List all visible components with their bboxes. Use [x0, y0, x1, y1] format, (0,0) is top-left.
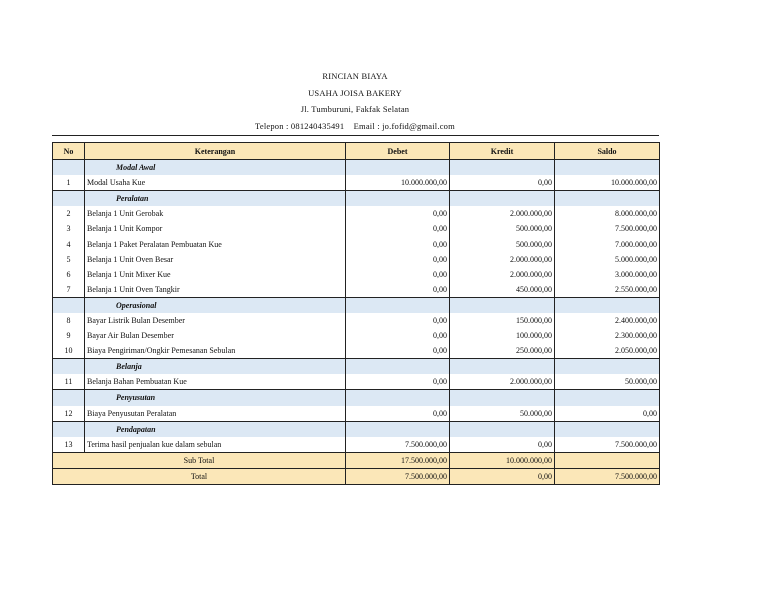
row-keterangan: Biaya Penyusutan Peralatan [85, 406, 346, 422]
row-debet: 0,00 [346, 406, 450, 422]
section-saldo-cell [555, 160, 660, 176]
section-no-cell [53, 421, 85, 437]
row-debet: 0,00 [346, 374, 450, 390]
row-debet: 0,00 [346, 282, 450, 298]
section-row [53, 297, 660, 313]
col-debet: Debet [346, 143, 450, 160]
table-row [53, 206, 660, 221]
col-saldo: Saldo [555, 143, 660, 160]
table-row [53, 343, 660, 359]
section-row [53, 390, 660, 406]
row-debet: 0,00 [346, 221, 450, 236]
row-saldo: 2.300.000,00 [555, 328, 660, 343]
table-row [53, 267, 660, 282]
row-saldo: 2.400.000,00 [555, 313, 660, 328]
section-saldo-cell [555, 191, 660, 207]
col-keterangan: Keterangan [85, 143, 346, 160]
row-debet: 0,00 [346, 236, 450, 251]
row-debet: 0,00 [346, 313, 450, 328]
section-title: Pendapatan [85, 421, 346, 437]
section-title: Belanja [85, 359, 346, 375]
row-kredit: 2.000.000,00 [450, 374, 555, 390]
row-no: 9 [53, 328, 85, 343]
row-kredit: 2.000.000,00 [450, 267, 555, 282]
row-kredit: 250.000,00 [450, 343, 555, 359]
total-row [53, 468, 660, 484]
row-keterangan: Belanja 1 Unit Oven Tangkir [85, 282, 346, 298]
row-keterangan: Biaya Pengiriman/Ongkir Pemesanan Sebulan [85, 343, 346, 359]
col-kredit: Kredit [450, 143, 555, 160]
total-debet: 7.500.000,00 [346, 468, 450, 484]
row-kredit: 0,00 [450, 437, 555, 453]
row-saldo: 5.000.000,00 [555, 252, 660, 267]
company-address: Jl. Tumburuni, Fakfak Selatan [300, 104, 410, 114]
row-keterangan: Terima hasil penjualan kue dalam sebulan [85, 437, 346, 453]
company-name: USAHA JOISA BAKERY [308, 88, 402, 98]
section-debet-cell [346, 359, 450, 375]
table-row [53, 313, 660, 328]
row-keterangan: Belanja 1 Unit Kompor [85, 221, 346, 236]
table-row [53, 374, 660, 390]
table-header-row [53, 143, 660, 160]
row-debet: 10.000.000,00 [346, 175, 450, 191]
subtotal-kredit: 10.000.000,00 [450, 452, 555, 468]
row-keterangan: Belanja 1 Unit Oven Besar [85, 252, 346, 267]
row-saldo: 3.000.000,00 [555, 267, 660, 282]
row-saldo: 2.550.000,00 [555, 282, 660, 298]
total-kredit: 0,00 [450, 468, 555, 484]
section-kredit-cell [450, 359, 555, 375]
row-debet: 0,00 [346, 328, 450, 343]
section-kredit-cell [450, 297, 555, 313]
subtotal-debet: 17.500.000,00 [346, 452, 450, 468]
cost-table [52, 142, 660, 485]
company-contact: Telepon : 081240435491 Email : jo.fofid@gmail.com [255, 121, 455, 131]
row-keterangan: Bayar Air Bulan Desember [85, 328, 346, 343]
col-no: No [53, 143, 85, 160]
section-row [53, 160, 660, 176]
row-keterangan: Modal Usaha Kue [85, 175, 346, 191]
row-kredit: 0,00 [450, 175, 555, 191]
section-no-cell [53, 297, 85, 313]
table-row [53, 437, 660, 453]
row-saldo: 8.000.000,00 [555, 206, 660, 221]
section-title: Operasional [85, 297, 346, 313]
subtotal-row [53, 452, 660, 468]
table-row [53, 175, 660, 191]
subtotal-saldo [555, 452, 660, 468]
row-no: 11 [53, 374, 85, 390]
row-kredit: 150.000,00 [450, 313, 555, 328]
row-no: 13 [53, 437, 85, 453]
section-saldo-cell [555, 421, 660, 437]
row-debet: 0,00 [346, 252, 450, 267]
row-keterangan: Belanja Bahan Pembuatan Kue [85, 374, 346, 390]
row-kredit: 2.000.000,00 [450, 206, 555, 221]
row-kredit: 100.000,00 [450, 328, 555, 343]
row-saldo: 7.000.000,00 [555, 236, 660, 251]
row-keterangan: Bayar Listrik Bulan Desember [85, 313, 346, 328]
section-debet-cell [346, 160, 450, 176]
row-keterangan: Belanja 1 Unit Gerobak [85, 206, 346, 221]
row-no: 5 [53, 252, 85, 267]
table-body [53, 160, 660, 453]
row-saldo: 7.500.000,00 [555, 437, 660, 453]
table-row [53, 328, 660, 343]
row-no: 12 [53, 406, 85, 422]
section-debet-cell [346, 390, 450, 406]
section-saldo-cell [555, 359, 660, 375]
section-title: Modal Awal [85, 160, 346, 176]
subtotal-label: Sub Total [53, 452, 346, 468]
row-saldo: 7.500.000,00 [555, 221, 660, 236]
section-no-cell [53, 390, 85, 406]
row-debet: 7.500.000,00 [346, 437, 450, 453]
row-no: 10 [53, 343, 85, 359]
row-no: 6 [53, 267, 85, 282]
row-kredit: 500.000,00 [450, 221, 555, 236]
report-title: RINCIAN BIAYA [322, 71, 388, 81]
table-row [53, 282, 660, 298]
row-no: 2 [53, 206, 85, 221]
row-keterangan: Belanja 1 Paket Peralatan Pembuatan Kue [85, 236, 346, 251]
table-row [53, 406, 660, 422]
total-saldo: 7.500.000,00 [555, 468, 660, 484]
row-kredit: 2.000.000,00 [450, 252, 555, 267]
section-row [53, 359, 660, 375]
row-debet: 0,00 [346, 206, 450, 221]
total-label: Total [53, 468, 346, 484]
section-no-cell [53, 191, 85, 207]
row-no: 7 [53, 282, 85, 298]
row-kredit: 50.000,00 [450, 406, 555, 422]
row-kredit: 450.000,00 [450, 282, 555, 298]
row-saldo: 50.000,00 [555, 374, 660, 390]
section-row [53, 421, 660, 437]
section-debet-cell [346, 421, 450, 437]
section-kredit-cell [450, 390, 555, 406]
table-row [53, 236, 660, 251]
section-no-cell [53, 359, 85, 375]
section-debet-cell [346, 191, 450, 207]
row-no: 8 [53, 313, 85, 328]
table-row [53, 221, 660, 236]
row-no: 4 [53, 236, 85, 251]
section-title: Penyusutan [85, 390, 346, 406]
section-debet-cell [346, 297, 450, 313]
row-debet: 0,00 [346, 343, 450, 359]
row-saldo: 0,00 [555, 406, 660, 422]
row-saldo: 2.050.000,00 [555, 343, 660, 359]
header-divider [52, 135, 659, 136]
row-no: 1 [53, 175, 85, 191]
row-no: 3 [53, 221, 85, 236]
section-row [53, 191, 660, 207]
section-title: Peralatan [85, 191, 346, 207]
section-kredit-cell [450, 191, 555, 207]
section-saldo-cell [555, 390, 660, 406]
row-kredit: 500.000,00 [450, 236, 555, 251]
section-kredit-cell [450, 160, 555, 176]
section-saldo-cell [555, 297, 660, 313]
section-no-cell [53, 160, 85, 176]
row-saldo: 10.000.000,00 [555, 175, 660, 191]
table-row [53, 252, 660, 267]
section-kredit-cell [450, 421, 555, 437]
row-keterangan: Belanja 1 Unit Mixer Kue [85, 267, 346, 282]
row-debet: 0,00 [346, 267, 450, 282]
